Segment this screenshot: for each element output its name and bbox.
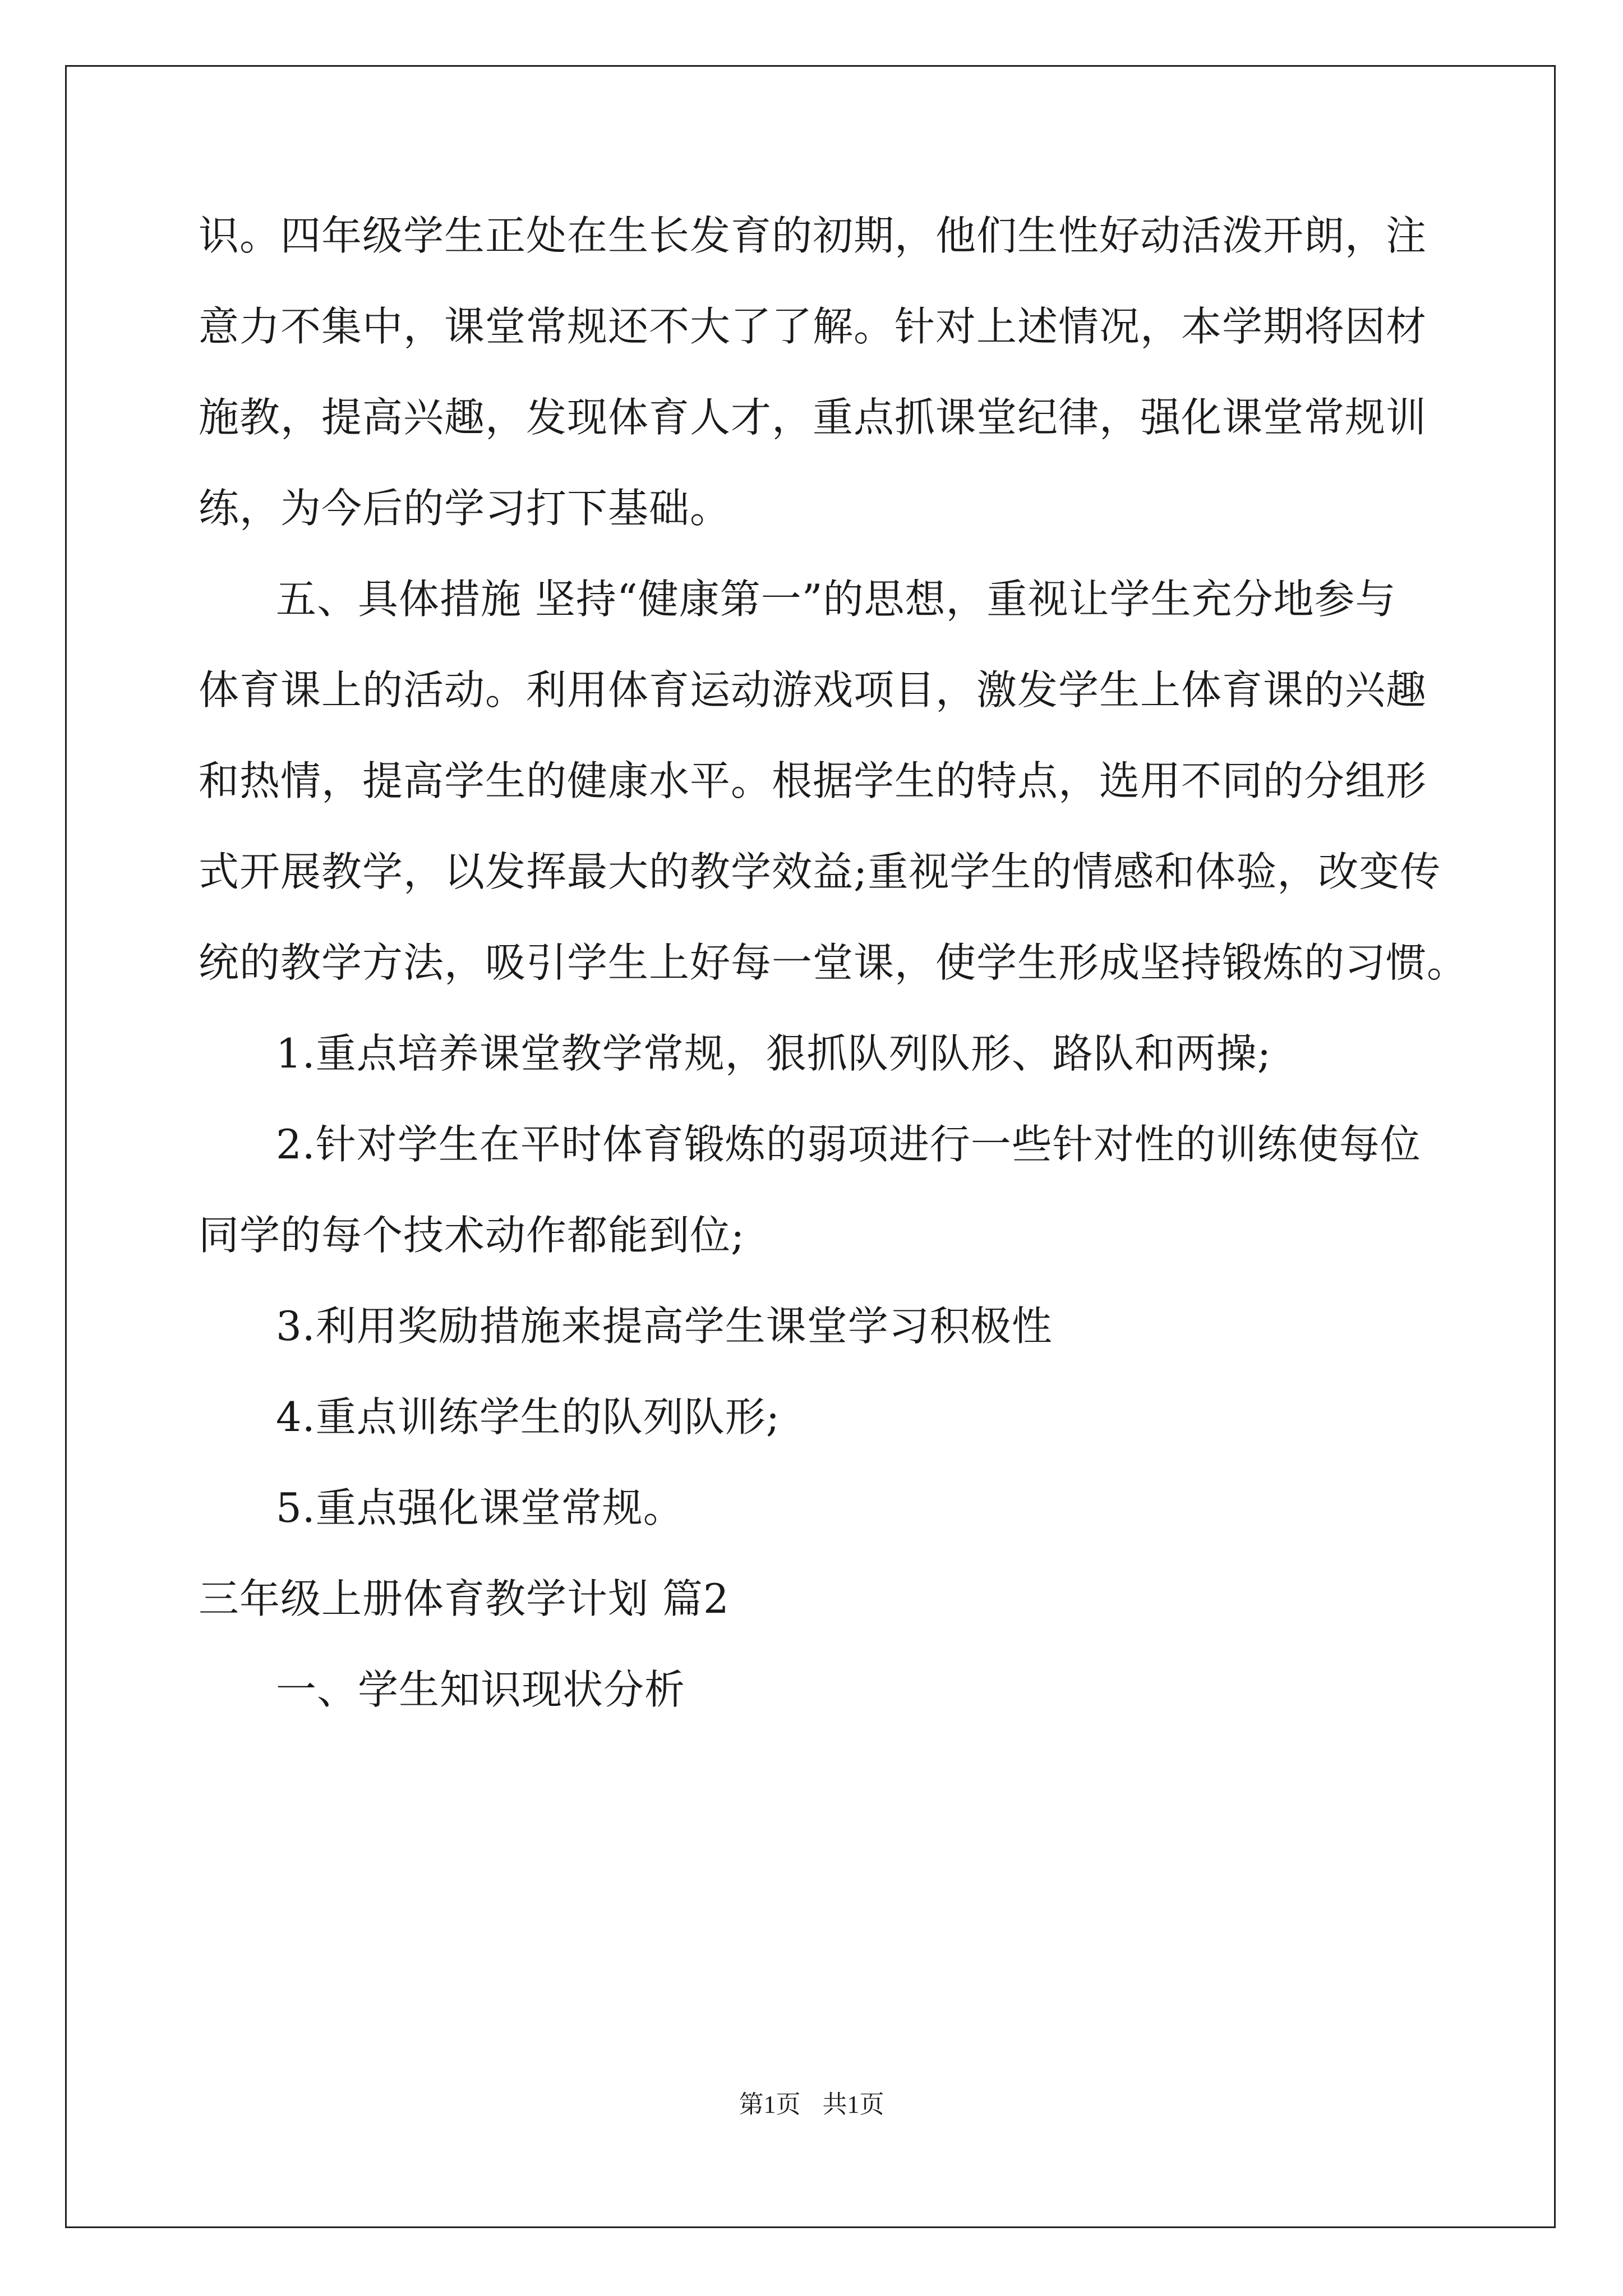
- section-heading: 三年级上册体育教学计划 篇2: [199, 1575, 730, 1622]
- text-line: 和热情，提高学生的健康水平。根据学生的特点，选用不同的分组形: [199, 757, 1427, 804]
- text-line: 意力不集中，课堂常规还不大了了解。针对上述情况，本学期将因材: [199, 303, 1427, 350]
- text-line: 施教，提高兴趣，发现体育人才，重点抓课堂纪律，强化课堂常规训: [199, 394, 1427, 441]
- list-item: 5.重点强化课堂常规。: [276, 1484, 684, 1531]
- page-total: 共1页: [822, 2091, 884, 2118]
- text-line: 体育课上的活动。利用体育运动游戏项目，激发学生上体育课的兴趣: [199, 666, 1427, 714]
- text-line: 同学的每个技术动作都能到位;: [199, 1212, 745, 1259]
- list-item: 3.利用奖励措施来提高学生课堂学习积极性: [276, 1303, 1053, 1350]
- page-number: 第1页: [739, 2091, 801, 2118]
- text-line: 五、具体措施 坚持“健康第一”的思想，重视让学生充分地参与: [276, 576, 1396, 623]
- list-item: 1.重点培养课堂教学常规，狠抓队列队形、路队和两操;: [276, 1030, 1271, 1077]
- page-footer: [0, 2088, 1623, 2122]
- text-line: 式开展教学，以发挥最大的教学效益;重视学生的情感和体验，改变传: [199, 848, 1441, 895]
- list-item: 2.针对学生在平时体育锻炼的弱项进行一些针对性的训练使每位: [276, 1121, 1421, 1168]
- text-line: 识。四年级学生正处在生长发育的初期，他们生性好动活泼开朗，注: [199, 212, 1427, 259]
- text-line: 统的教学方法，吸引学生上好每一堂课，使学生形成坚持锻炼的习惯。: [199, 939, 1468, 986]
- subsection-heading: 一、学生知识现状分析: [276, 1666, 686, 1713]
- text-line: 练，为今后的学习打下基础。: [199, 485, 731, 532]
- list-item: 4.重点训练学生的队列队形;: [276, 1393, 780, 1441]
